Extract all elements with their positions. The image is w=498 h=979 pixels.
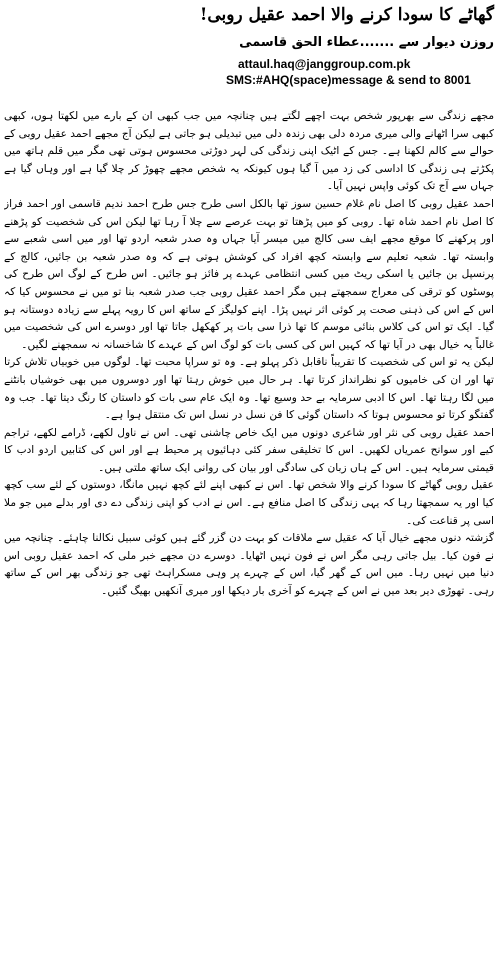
byline: روزن دیوار سے .......عطاء الحق قاسمی [239,35,494,50]
paragraph: احمد عقیل روبی کا اصل نام غلام حسین سوز تھا بالکل اسی طرح جس طرح احمد ندیم قاسمی اور احمد فراز کا اصل نام احمد شاہ تھا۔ روبی کو میں پڑھتا تو بہت عرصے سے چلا آ رہا تھا لیکن اس کی شخصیت کو پڑھنے اور پرکھنے کا موقع مجھے ایف سی کالج میں میسر آیا جہاں وہ صدر شعبہ اردو تھا اور میں اسی شعبے سے وابستہ تھا۔ شعبہ تعلیم سے وابستہ کچھ افراد کی کوشش ہوتی ہے کہ وہ صدر شعبہ بن جائیں، کالج کے پرنسپل بن جائیں یا اسکی ریٹ میں کسی انتظامی عہدے پر فائز ہو جائیں۔ اس طرح کے لوگ اس طرح کی پوسٹوں کو ترقی کی معراج سمجھتے ہیں مگر احمد عقیل روبی جب صدر شعبہ بنا تو میں نے محسوس کیا کہ اس کے اس کی ذہنی صحت پر کوئی اثر نہیں پڑا۔ اپنے کولیگز کے ساتھ اس کا رویہ پہلے سے زیادہ دوستانہ ہو گیا۔ ایک تو اس کی کلاس بنائی موسم کا تھا ذرا سی بات پر کھکھل جاتا تھا اور دوسرے اس کی شخصیت میں غالباً یہ خیال بھی در آیا تھا کہ کہیں اس کی کسی بات کو لوگ اس کے عہدے کا شاخسانہ نہ سمجھنے لگیں۔ [4,197,494,351]
paragraph: عقیل روبی گھاٹے کا سودا کرنے والا شخص تھا۔ اس نے کبھی اپنے لئے کچھ نہیں مانگا، دوستوں کے لئے سب کچھ کیا اور یہ سمجھتا رہا کہ یہی زندگی کا اصل منافع ہے۔ اس نے ادب کو اپنی زندگی دے دی اور بدلے میں جو ملا اسی پر قناعت کی۔ [4,479,494,527]
paragraph: احمد عقیل روبی کی نثر اور شاعری دونوں میں ایک خاص چاشنی تھی۔ اس نے ناول لکھے، ڈرامے لکھے، تراجم کیے اور سوانح عمریاں لکھیں۔ اس کا تخلیقی سفر کئی دہائیوں پر محیط ہے اور اس کی کتابیں اردو ادب کا قیمتی سرمایہ ہیں۔ اس کے ہاں زبان کی سادگی اور بیان کی روانی ایک ساتھ ملتی ہیں۔ [4,426,494,474]
paragraph: لیکن یہ تو اس کی شخصیت کا تقریباً ناقابل ذکر پہلو ہے۔ وہ تو سراپا محبت تھا۔ لوگوں میں خوبیاں تلاش کرتا تھا اور ان کی خامیوں کو نظرانداز کرتا تھا۔ ہر حال میں خوش رہتا تھا اور دوسروں میں بھی خوشیاں بانٹنے میں لگا رہتا تھا۔ اس کا ادبی سرمایہ بے حد وسیع تھا۔ وہ ایک عام سی بات کو داستان کا رنگ دیتا تھا۔ جب وہ گفتگو کرتا تو محسوس ہوتا کہ داستان گوئی کا فن نسل در نسل اس تک منتقل ہوا ہے۔ [4,356,494,422]
sms-instructions: SMS:#AHQ(space)message & send to 8001 [226,73,471,87]
author-email: attaul.haq@janggroup.com.pk [238,57,411,71]
paragraph: مجھے زندگی سے بھرپور شخص بہت اچھے لگتے ہیں چنانچہ میں جب کبھی ان کے بارے میں لکھتا ہوں، کبھی کبھی سرا اٹھانے والی میری مردہ دلی بھی زندہ دلی میں تبدیلی ہو جاتی ہے لیکن آج مجھے احمد عقیل روبی کے حوالے سے کالم لکھنا ہے۔ جس کے اٹیک اپنی زندگی کی لہر دوڑتی محسوس ہوتی تھی مگر میں قلم ہاتھ میں پکڑتے ہی زندگی کا اداسی کی زد میں آ گیا ہوں کیونکہ یہ شخص مجھے چھوڑ کر چلا گیا ہے اور وہاں گیا ہے جہاں سے آج تک کوئی واپس نہیں آیا۔ [4,110,494,193]
article-body [4,108,494,976]
article-title: گھاٹے کا سودا کرنے والا احمد عقیل روبی! [199,5,494,25]
column-header [4,4,494,88]
paragraph: گزشتہ دنوں مجھے خیال آیا کہ عقیل سے ملاقات کو بہت دن گزر گئے ہیں کوئی سبیل نکالنا چاہئے۔ چنانچہ میں نے فون کیا۔ بیل جاتی رہی مگر اس نے فون نہیں اٹھایا۔ دوسرے دن مجھے خبر ملی کہ احمد عقیل روبی اس دنیا میں نہیں رہا۔ میں اس کے گھر گیا، اس کے چہرے پر وہی مسکراہٹ تھی جو زندگی بھر اس کے ساتھ رہی۔ تھوڑی دیر بعد میں نے اس کے چہرے کو آخری بار دیکھا اور میری آنکھیں بھیگ گئیں۔ [4,532,494,598]
